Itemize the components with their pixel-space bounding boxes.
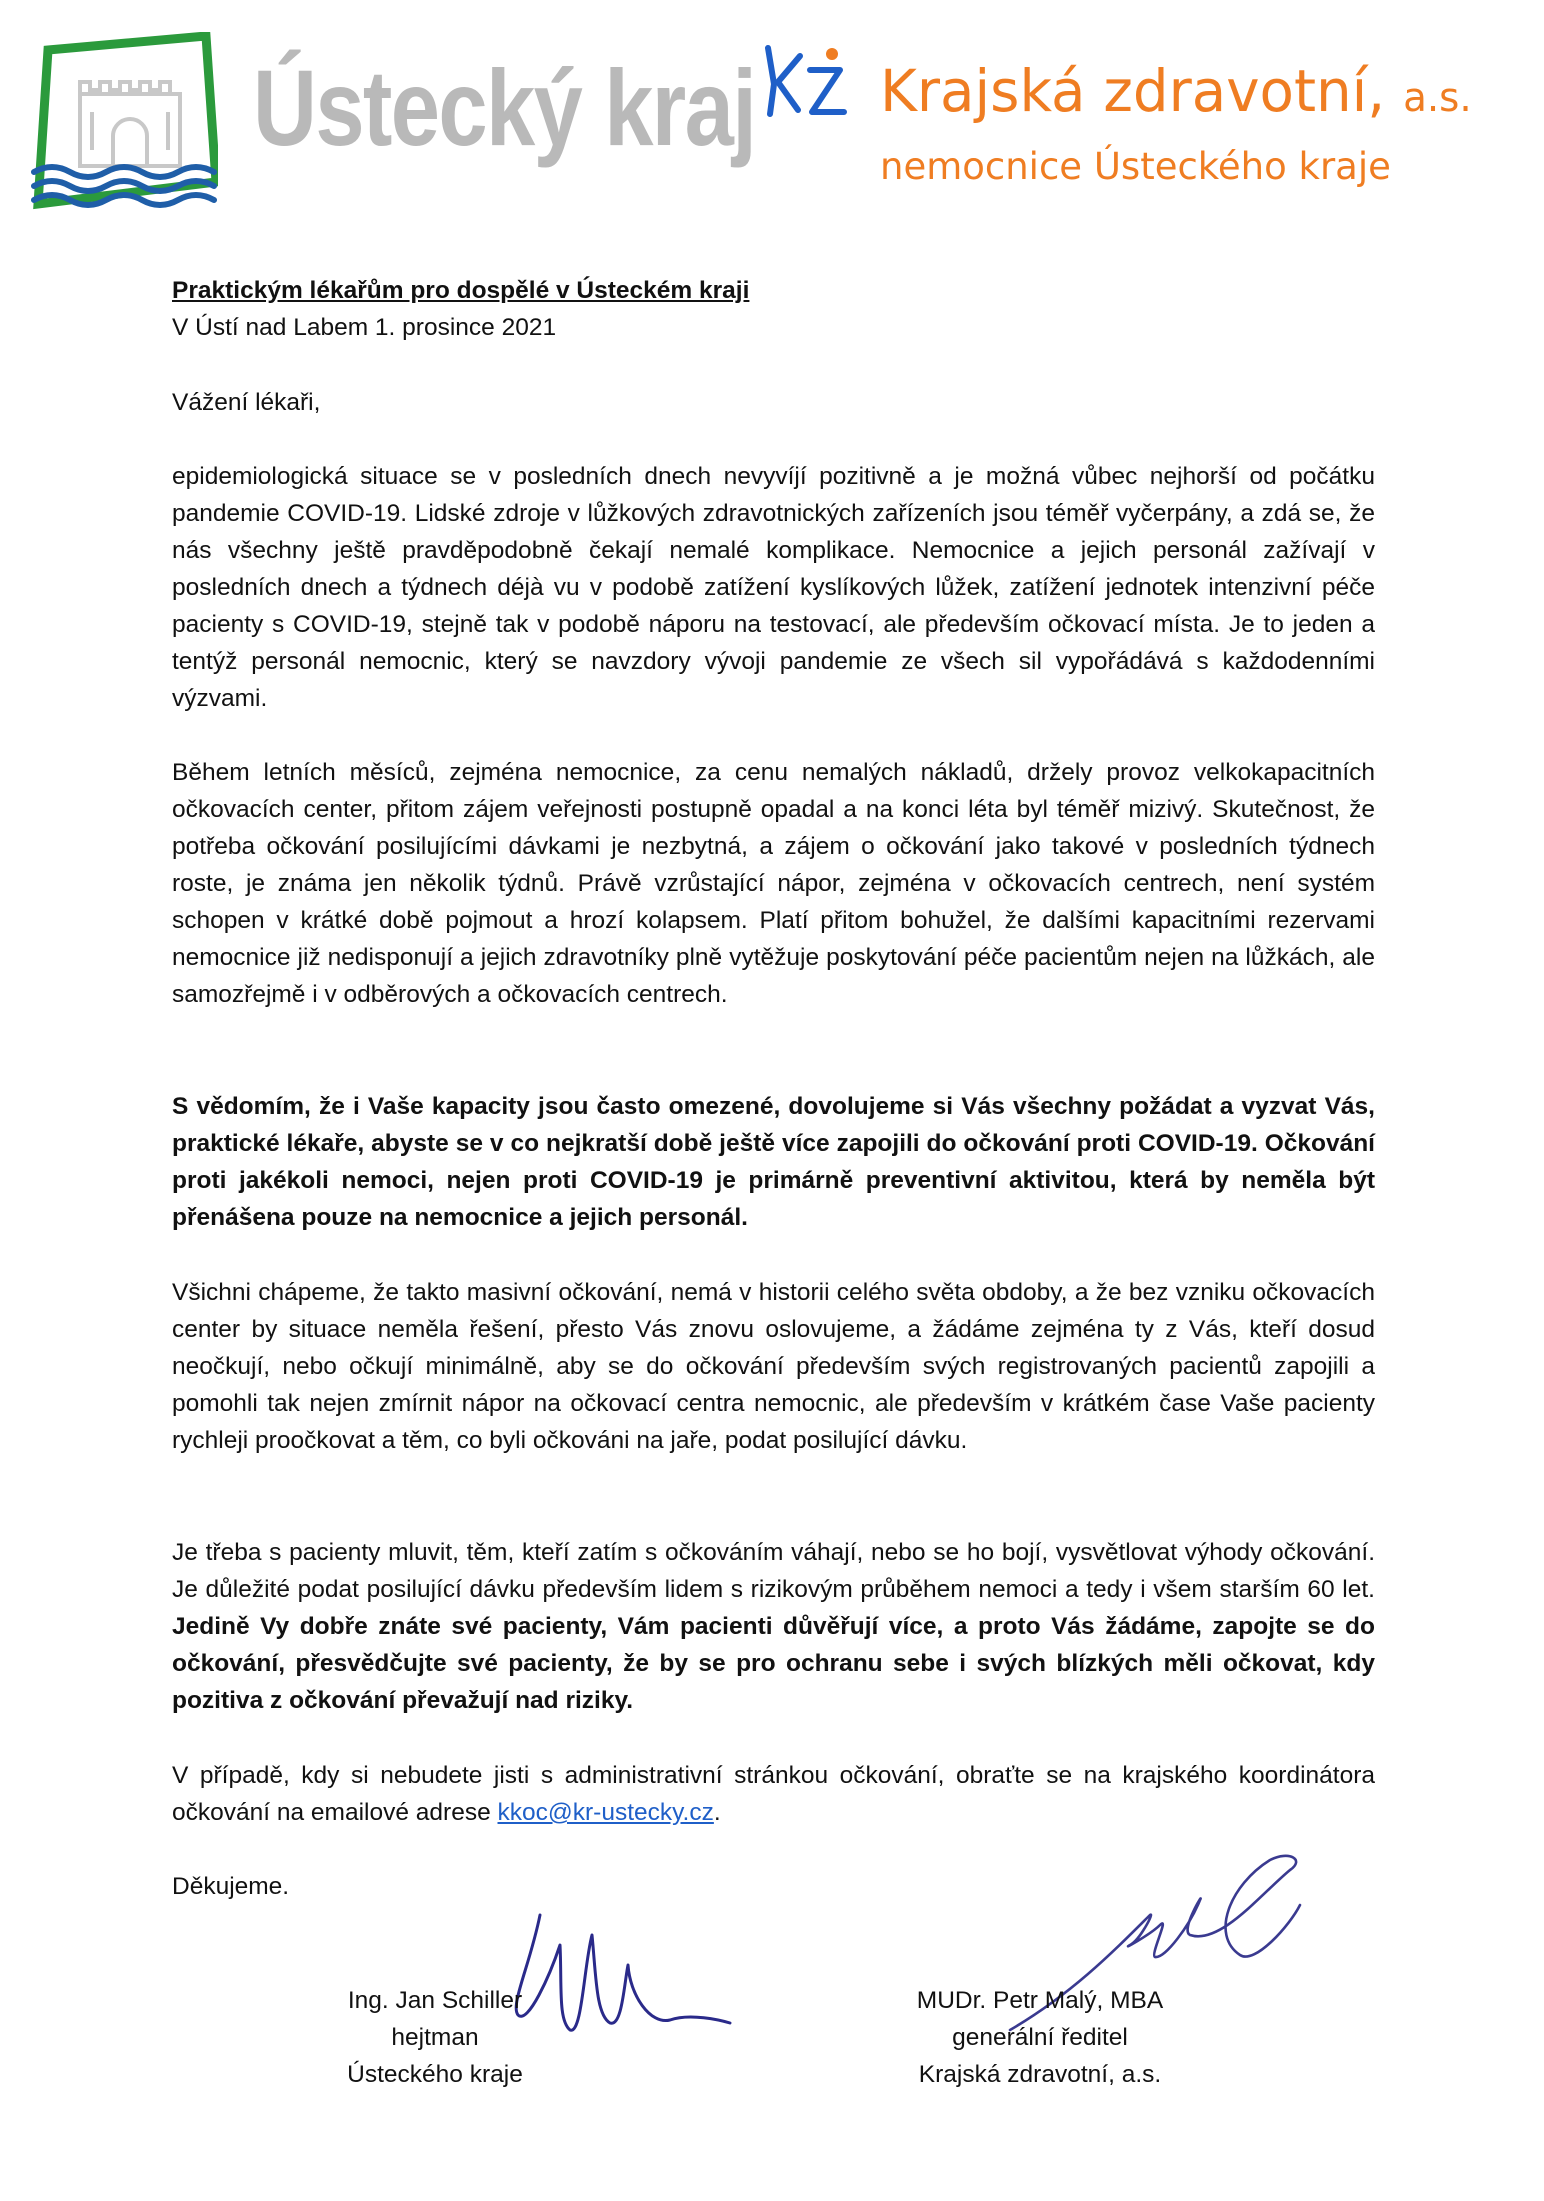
addressee: Praktickým lékařům pro dospělé v Ústeckém kraji <box>172 277 750 304</box>
signatory-right <box>880 1982 1200 2093</box>
paragraph-6-end: . <box>713 1799 721 1826</box>
signatory-left <box>320 1982 550 2093</box>
closing: Děkujeme. <box>172 1873 290 1900</box>
paragraph-6-text: V případě, kdy si nebudete jisti s administrativní stránkou očkování, obraťte se na krajského koordinátora očkování na emailové adrese <box>172 1762 1375 1826</box>
date-line: V Ústí nad Labem 1. prosince 2021 <box>172 314 557 341</box>
paragraph-5 <box>172 1534 1375 1719</box>
paragraph-5-bold: Jedině Vy dobře znáte své pacienty, Vám pacienti důvěřují více, a proto Vás žádáme, zapojte se do očkování, přesvědčujte své pacienty, že by se pro ochranu sebe i svých blízkých měli očkovat, kdy pozitiva z očkování převažují nad riziky. <box>172 1613 1375 1714</box>
paragraph-5-text: Je třeba s pacienty mluvit, těm, kteří zatím s očkováním váhají, nebo se ho bojí, vysvětlovat výhody očkování. Je důležité podat posilující dávku především lidem s rizikovým průběhem nemoci a tedy i všem starším 60 let. <box>172 1539 1375 1603</box>
ustecky-kraj-wordmark: Ústecký kraj <box>253 47 756 168</box>
signatory-left-role: hejtman <box>391 2024 479 2051</box>
signatory-left-name: Ing. Jan Schiller <box>347 1987 523 2014</box>
paragraph-4: Všichni chápeme, že takto masivní očkování, nemá v historii celého světa obdoby, a že bez vzniku očkovacích center by situace neměla řešení, přesto Vás znovu oslovujeme, a žádáme zejména ty z Vás, kteří dosud neočkují, nebo očkují minimálně, aby se do očkování především svých registrovaných pacientů zapojili a pomohli tak nejen zmírnit nápor na očkovací centra nemocnic, ale především v krátkém čase Vaše pacienty rychleji proočkovat a těm, co byli očkováni na jaře, podat posilující dávku. <box>172 1279 1375 1454</box>
kz-wordmark: Krajská zdravotní, a.s. <box>880 57 1472 125</box>
paragraph-1: epidemiologická situace se v posledních dnech nevyvíjí pozitivně a je možná vůbec nejhorší od počátku pandemie COVID-19. Lidské zdroje v lůžkových zdravotnických zařízeních jsou téměř vyčerpány, a zdá se, že nás všechny ještě pravděpodobně čekají nemalé komplikace. Nemocnice a jejich personál zažívají v posledních dnech a týdnech déjà vu v podobě zatížení kyslíkových lůžek, zatížení jednotek intenzivní péče pacienty s COVID-19, stejně tak v podobě náporu na testovací, ale především očkovací místa. Je to jeden a tentýž personál nemocnic, který se navzdory vývoji pandemie ze všech sil vypořádává s každodenními výzvami. <box>172 463 1375 712</box>
kz-subtitle: nemocnice Ústeckého kraje <box>880 145 1391 188</box>
email-link[interactable]: kkoc@kr-ustecky.cz <box>497 1799 714 1826</box>
signatory-right-name: MUDr. Petr Malý, MBA <box>916 1987 1164 2014</box>
signatory-right-org: Krajská zdravotní, a.s. <box>918 2061 1162 2088</box>
letterhead <box>0 0 1544 220</box>
kz-logo-icon <box>760 40 850 120</box>
salutation: Vážení lékaři, <box>172 389 321 416</box>
ustecky-kraj-logo <box>28 32 218 212</box>
signatory-right-role: generální ředitel <box>952 2024 1128 2051</box>
paragraph-6 <box>172 1757 1375 1831</box>
paragraph-2: Během letních měsíců, zejména nemocnice, za cenu nemalých nákladů, držely provoz velkokapacitních očkovacích center, přitom zájem veřejnosti postupně opadal a na konci léta byl téměř mizivý. Skutečnost, že potřeba očkování posilujícími dávkami je nezbytná, a zájem o očkování jako takové v posledních týdnech roste, je známa jen několik týdnů. Právě vzrůstající nápor, zejména v očkovacích centrech, není systém schopen v krátké době pojmout a hrozí kolapsem. Platí přitom bohužel, že dalšími kapacitními rezervami nemocnice již nedisponují a jejich zdravotníky plně vytěžuje poskytování péče pacientům nejen na lůžkách, ale samozřejmě i v odběrových a očkovacích centrech. <box>172 759 1375 1008</box>
paragraph-3-bold: S vědomím, že i Vaše kapacity jsou často omezené, dovolujeme si Vás všechny požádat a vyzvat Vás, praktické lékaře, abyste se v co nejkratší době ještě více zapojili do očkování proti COVID-19. Očkování proti jakékoli nemoci, nejen proti COVID-19 je primárně preventivní aktivitou, která by neměla být přenášena pouze na nemocnice a jejich personál. <box>172 1093 1375 1231</box>
signatory-left-org: Ústeckého kraje <box>347 2061 523 2088</box>
